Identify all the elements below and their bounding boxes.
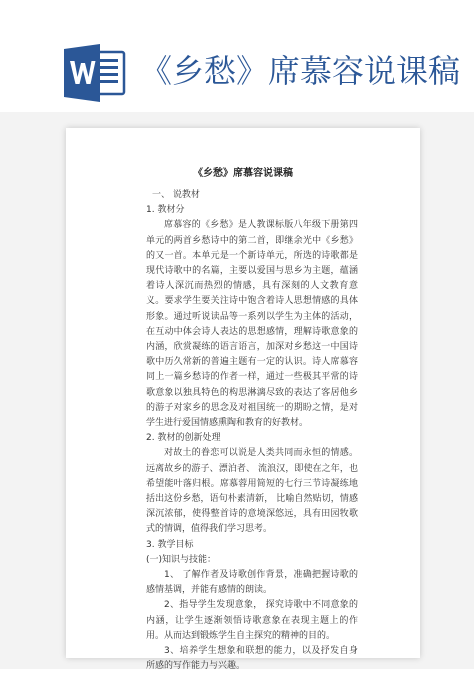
list-item: 2、指导学生发现意象， 探究诗歌中不同意象的内涵，让学生逐渐领悟诗歌意象在表现主题上的作用。从而达到锻炼学生自主探究的精神的目的。: [146, 600, 358, 641]
paragraph: 席慕容的《乡愁》是人教课标版八年级下册第四单元的两首乡愁诗中的第二首，即继余光中《乡愁》的又一首。本单元是一个新诗单元，所选的诗歌都是现代诗歌中的名篇，主要以爱国与思乡为主题，蕴涵着诗人深沉而热烈的情感，具有深刻的人文教育意义。要求学生要关注诗中饱含着诗人思想情感的具体形象。通过听说读品等一系列以学生为主体的活动，在互动中体会诗人表达的思想感情，理解诗歌意象的内涵，欣赏凝练的语言语言，加深对乡愁这一中国诗歌中历久常新的普遍主题有一定的认识。诗人席慕容同上一篇乡愁诗的作者一样，通过一些极其平常的诗歌意象以独具特色的构思淋漓尽致的表达了客居他乡的游子对家乡的思念及对祖国统一的期盼之情，是对学生进行爱国情感熏陶和教育的好教材。: [146, 220, 358, 429]
word-logo-icon: [64, 44, 126, 102]
document-body: [146, 188, 358, 675]
list-item: 3、培养学生想象和联想的能力，以及抒发自身所感的写作能力与兴趣。: [146, 646, 358, 672]
subheading: (一)知识与技能：: [146, 554, 217, 565]
document-title: 《乡愁》席慕容说课稿: [193, 168, 293, 179]
list-item: 1、 了解作者及诗歌创作背景，准确把握诗歌的感情基调，并能有感情的朗读。: [146, 570, 358, 596]
subsection-heading: 3. 教学目标: [146, 539, 194, 550]
section-heading: 一、 说教材: [152, 190, 200, 200]
paragraph: 对故土的眷恋可以说是人类共同而永恒的情感。 远离故乡的游子、漂泊者、 流浪汉，即使在之年，也希望能叶落归根。席慕蓉用简短的七行三节诗凝练地括出这份乡愁，语句朴素清新， 比喻自然贴切，情感深沉浓郁，使得整首诗的意境深悠远，具有田园牧歌式的情调，值得我们学习思考。: [146, 448, 358, 535]
subsection-heading: 1. 教材分: [146, 205, 185, 216]
document-page: [66, 128, 420, 672]
banner-title: 《乡愁》席慕容说课稿: [140, 52, 461, 90]
subsection-heading: 2. 教材的创新处理: [146, 433, 221, 444]
